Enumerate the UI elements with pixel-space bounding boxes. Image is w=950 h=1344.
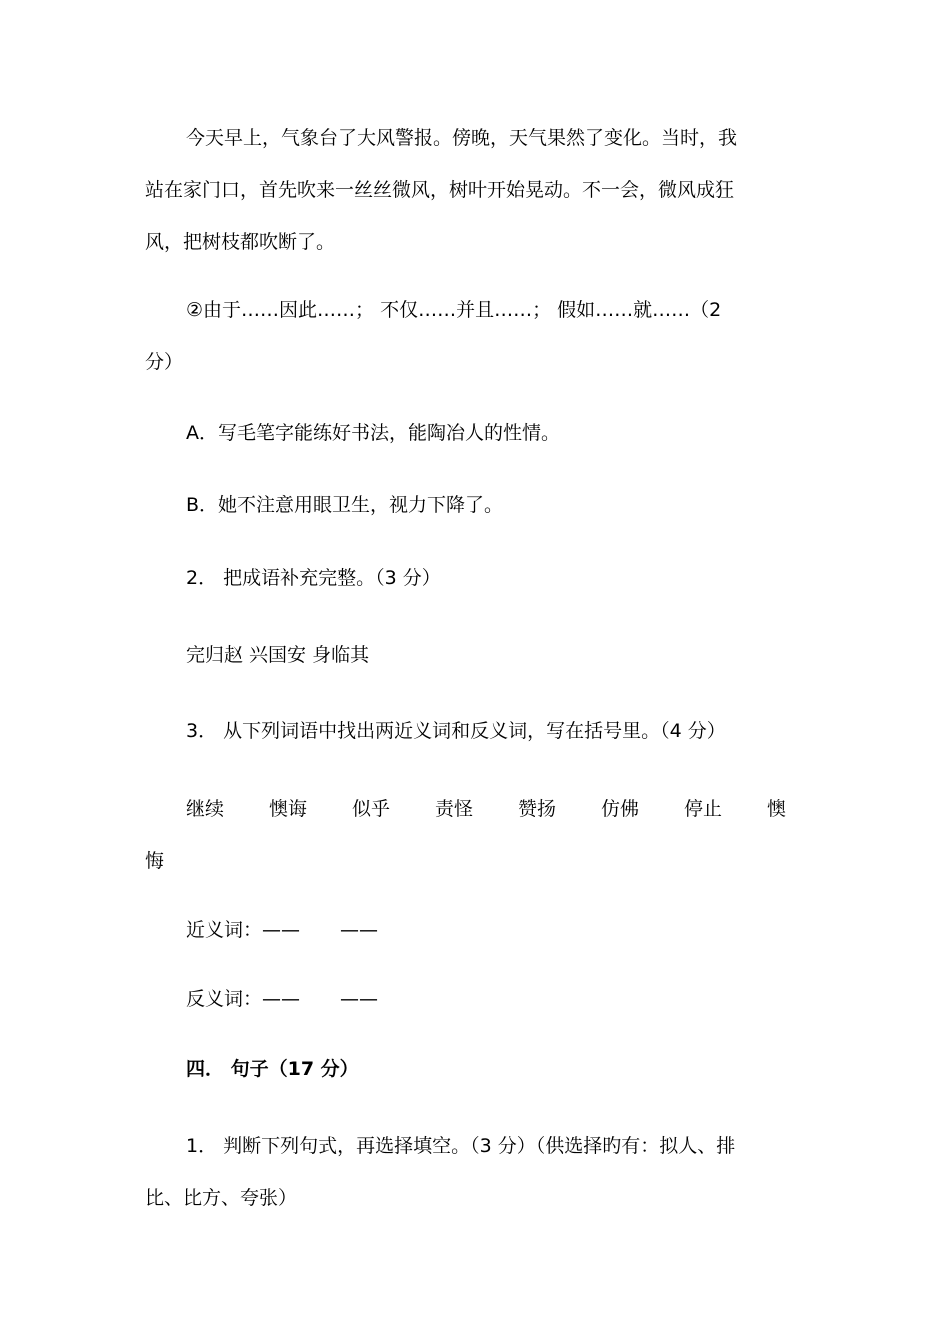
word-item: 继续 — [186, 798, 225, 820]
antonym-blank: —— — [340, 988, 379, 1010]
paragraph-line: 风，把树枝都吹断了。 — [145, 231, 336, 253]
word-item: 懊 — [767, 798, 787, 820]
sentence-a: A．写毛笔字能练好书法，能陶冶人的性情。 — [186, 422, 560, 444]
word-item: 赞扬 — [518, 798, 557, 820]
word-item: 停止 — [684, 798, 723, 820]
word-item: 责怪 — [435, 798, 474, 820]
section-4-heading: 四． 句子（17 分） — [186, 1058, 359, 1080]
word-item-wrap: 悔 — [145, 850, 165, 872]
word-item: 懊诲 — [269, 798, 308, 820]
synonym-row — [186, 918, 378, 942]
question-4-1-line: 比、比方、夸张） — [145, 1187, 298, 1209]
word-item: 仿佛 — [601, 798, 640, 820]
sentence-b: B．她不注意用眼卫生，视力下降了。 — [186, 494, 504, 516]
antonym-row — [186, 987, 378, 1011]
connector-options-line: ②由于……因此……； 不仅……并且……； 假如……就……（2 — [186, 299, 722, 321]
question-3-title: 3． 从下列词语中找出两近义词和反义词，写在括号里。（4 分） — [186, 720, 726, 742]
paragraph-line: 站在家门口，首先吹来一丝丝微风，树叶开始晃动。不一会，微风成狂 — [145, 179, 735, 201]
paragraph-line: 今天早上，气象台了大风警报。傍晚，天气果然了变化。当时，我 — [186, 127, 738, 149]
question-4-1-line: 1． 判断下列句式，再选择填空。（3 分）（供选择旳有：拟人、排 — [186, 1135, 736, 1157]
word-list — [0, 797, 950, 821]
word-item: 似乎 — [352, 798, 391, 820]
synonym-label: 近义词：—— — [186, 919, 301, 941]
question-2-title: 2． 把成语补充完整。（3 分） — [186, 567, 441, 589]
antonym-label: 反义词：—— — [186, 988, 301, 1010]
connector-options-line: 分） — [145, 351, 184, 373]
synonym-blank: —— — [340, 919, 379, 941]
idiom-blanks: 完归赵 兴国安 身临其 — [186, 644, 370, 666]
